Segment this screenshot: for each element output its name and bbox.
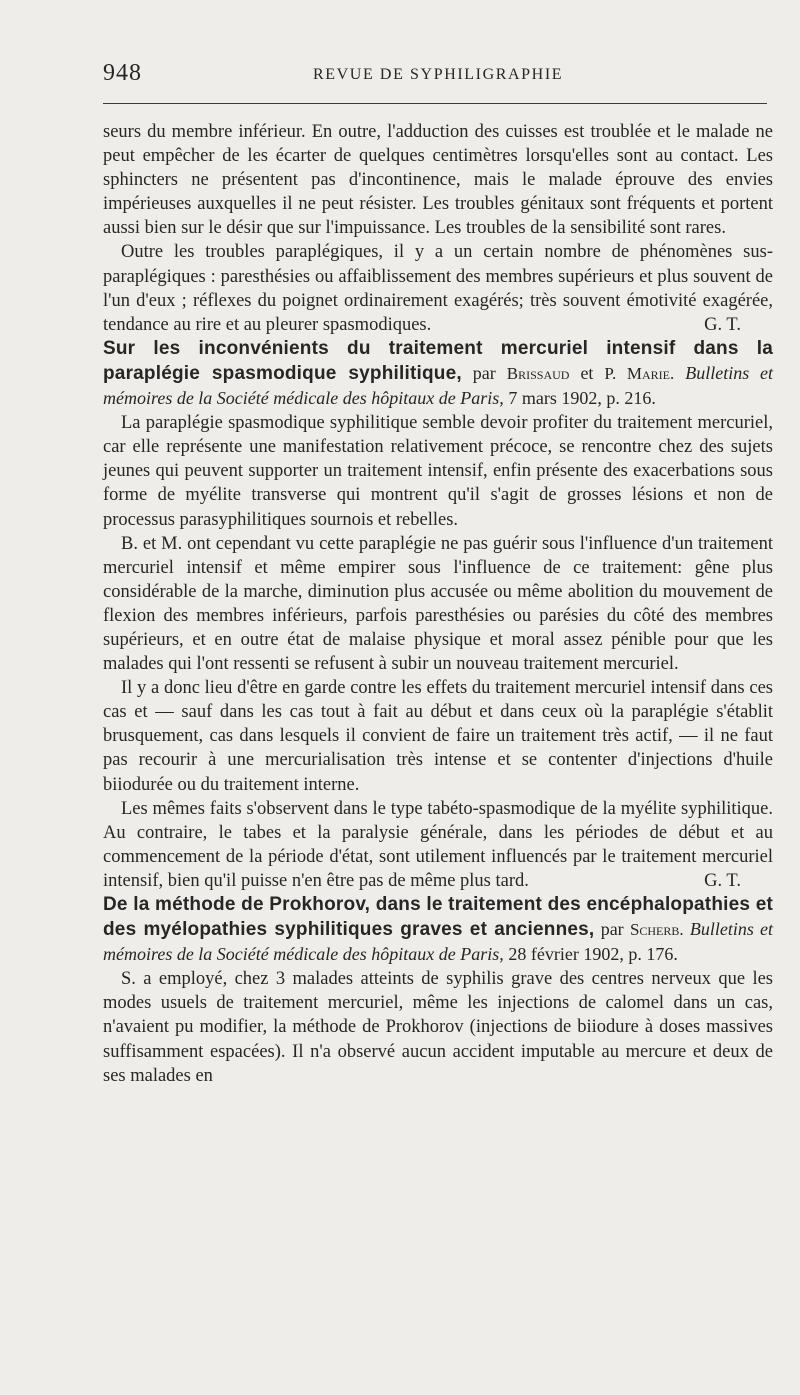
journal-citation: Bulletins et mémoires de la Société médicale des hôpitaux de Paris, — [103, 919, 774, 965]
body-text — [103, 120, 773, 1088]
paragraph — [103, 532, 773, 677]
and-word: et — [580, 362, 594, 383]
article-heading — [103, 337, 773, 411]
paragraph — [103, 797, 773, 893]
paragraph-text: S. a employé, chez 3 malades atteints de syphilis grave des centres nerveux que les modes usuels de traitement mercuriel, même les injections de calomel dans un cas, n'avaient pu modifier, la méthode de Prokhorov (injections de biiodure à doses massives suffisamment espacées). Il n'a observé aucun accident imputable au mercure et deux de ses malades en — [103, 969, 773, 1086]
article-heading — [103, 893, 773, 967]
page-number: 948 — [103, 60, 142, 86]
by-word: par — [600, 919, 624, 940]
paragraph-text: seurs du membre inférieur. En outre, l'adduction des cuisses est troublée et le malade ne peut empêcher de les écarter de quelques centimètres lorsqu'elles sont au contact. Les sphincters ne présentent pas d'incontinence, mais le malade éprouve des envies impérieuses auxquelles il ne peut résister. Les troubles génitaux sont fréquents et portent aussi bien sur le désir que sur l'impuissance. Les troubles de la sensibilité sont rares. — [103, 122, 773, 239]
paragraph-text: Outre les troubles paraplégiques, il y a un certain nombre de phénomènes sus-paraplégiques : paresthésies ou affaiblissement des membres supérieurs et plus souvent de l'un d'eux ; réflexes du poignet ordinairement exagérés; très souvent émotivité exagérée, tendance au rire et au pleurer spasmodiques. — [103, 242, 773, 335]
paragraph-text: Les mêmes faits s'observent dans le type tabéto-spasmodique de la myélite syphilitique. Au contraire, le tabes et la paralysie générale, dans les périodes de début et au commencement de la période d'état, sont utilement influencés par le traitement mercuriel intensif, bien qu'il puisse n'en être pas de même plus tard. — [103, 798, 773, 891]
by-word: par — [472, 362, 496, 383]
paragraph-text: La paraplégie spasmodique syphilitique semble devoir profiter du traitement mercuriel, car elle représente une manifestation relativement précoce, se rencontre chez des sujets jeunes qui peuvent supporter un traitement intensif, enfin présente des exacerbations sous forme de myélite transverse qui montrent qu'il s'agit de grosses lésions et non de processus parasyphilitiques sournois et rebelles. — [103, 413, 773, 530]
continued-paragraph — [103, 120, 773, 240]
citation-date-page: 28 février 1902, p. 176. — [508, 944, 678, 965]
header-rule — [103, 103, 767, 104]
journal-citation: Bulletins et mémoires de la Société médicale des hôpitaux de Paris, — [103, 362, 774, 409]
paragraph — [103, 676, 773, 796]
signature: G. T. — [704, 870, 741, 891]
signature: G. T. — [704, 314, 741, 335]
author-name: Scherb. — [629, 920, 684, 940]
paragraph — [103, 967, 773, 1087]
paragraph — [103, 240, 773, 336]
article-title: De la méthode de Prokhorov, dans le traitement des encéphalopathies et des myélopathies syphilitiques graves et anciennes, — [103, 894, 773, 941]
citation-date-page: 7 mars 1902, p. 216. — [508, 388, 656, 409]
author-name: Brissaud — [506, 363, 570, 383]
article-title: Sur les inconvénients du traitement mercuriel intensif dans la paraplégie spasmodique syphilitique, — [103, 337, 773, 384]
author-name: P. Marie. — [604, 363, 675, 383]
paragraph-text: B. et M. ont cependant vu cette paraplégie ne pas guérir sous l'influence d'un traitement mercuriel intensif et même empirer sous l'influence de ce traitement: gêne plus considérable de la marche, diminution plus accusée ou même abolition du mouvement de flexion des membres inférieurs, parfois paresthésies ou parésies du côté des membres supérieurs, et en outre état de malaise physique et moral assez pénible pour que les malades qui l'ont ressenti se refusent à subir un nouveau traitement mercuriel. — [103, 533, 773, 675]
paragraph — [103, 411, 773, 531]
running-head — [103, 60, 767, 90]
journal-title: REVUE DE SYPHILIGRAPHIE — [313, 66, 564, 83]
paragraph-text: Il y a donc lieu d'être en garde contre les effets du traitement mercuriel intensif dans ces cas et — sauf dans les cas tout à fait au début et dans ceux où la paraplégie s'établit brusquement, cas dans lesquels il convient de faire un traitement très actif, — il ne faut pas recourir à une mercurialisation très intense et se contenter d'injections d'huile biiodurée ou du traitement interne. — [103, 678, 773, 795]
